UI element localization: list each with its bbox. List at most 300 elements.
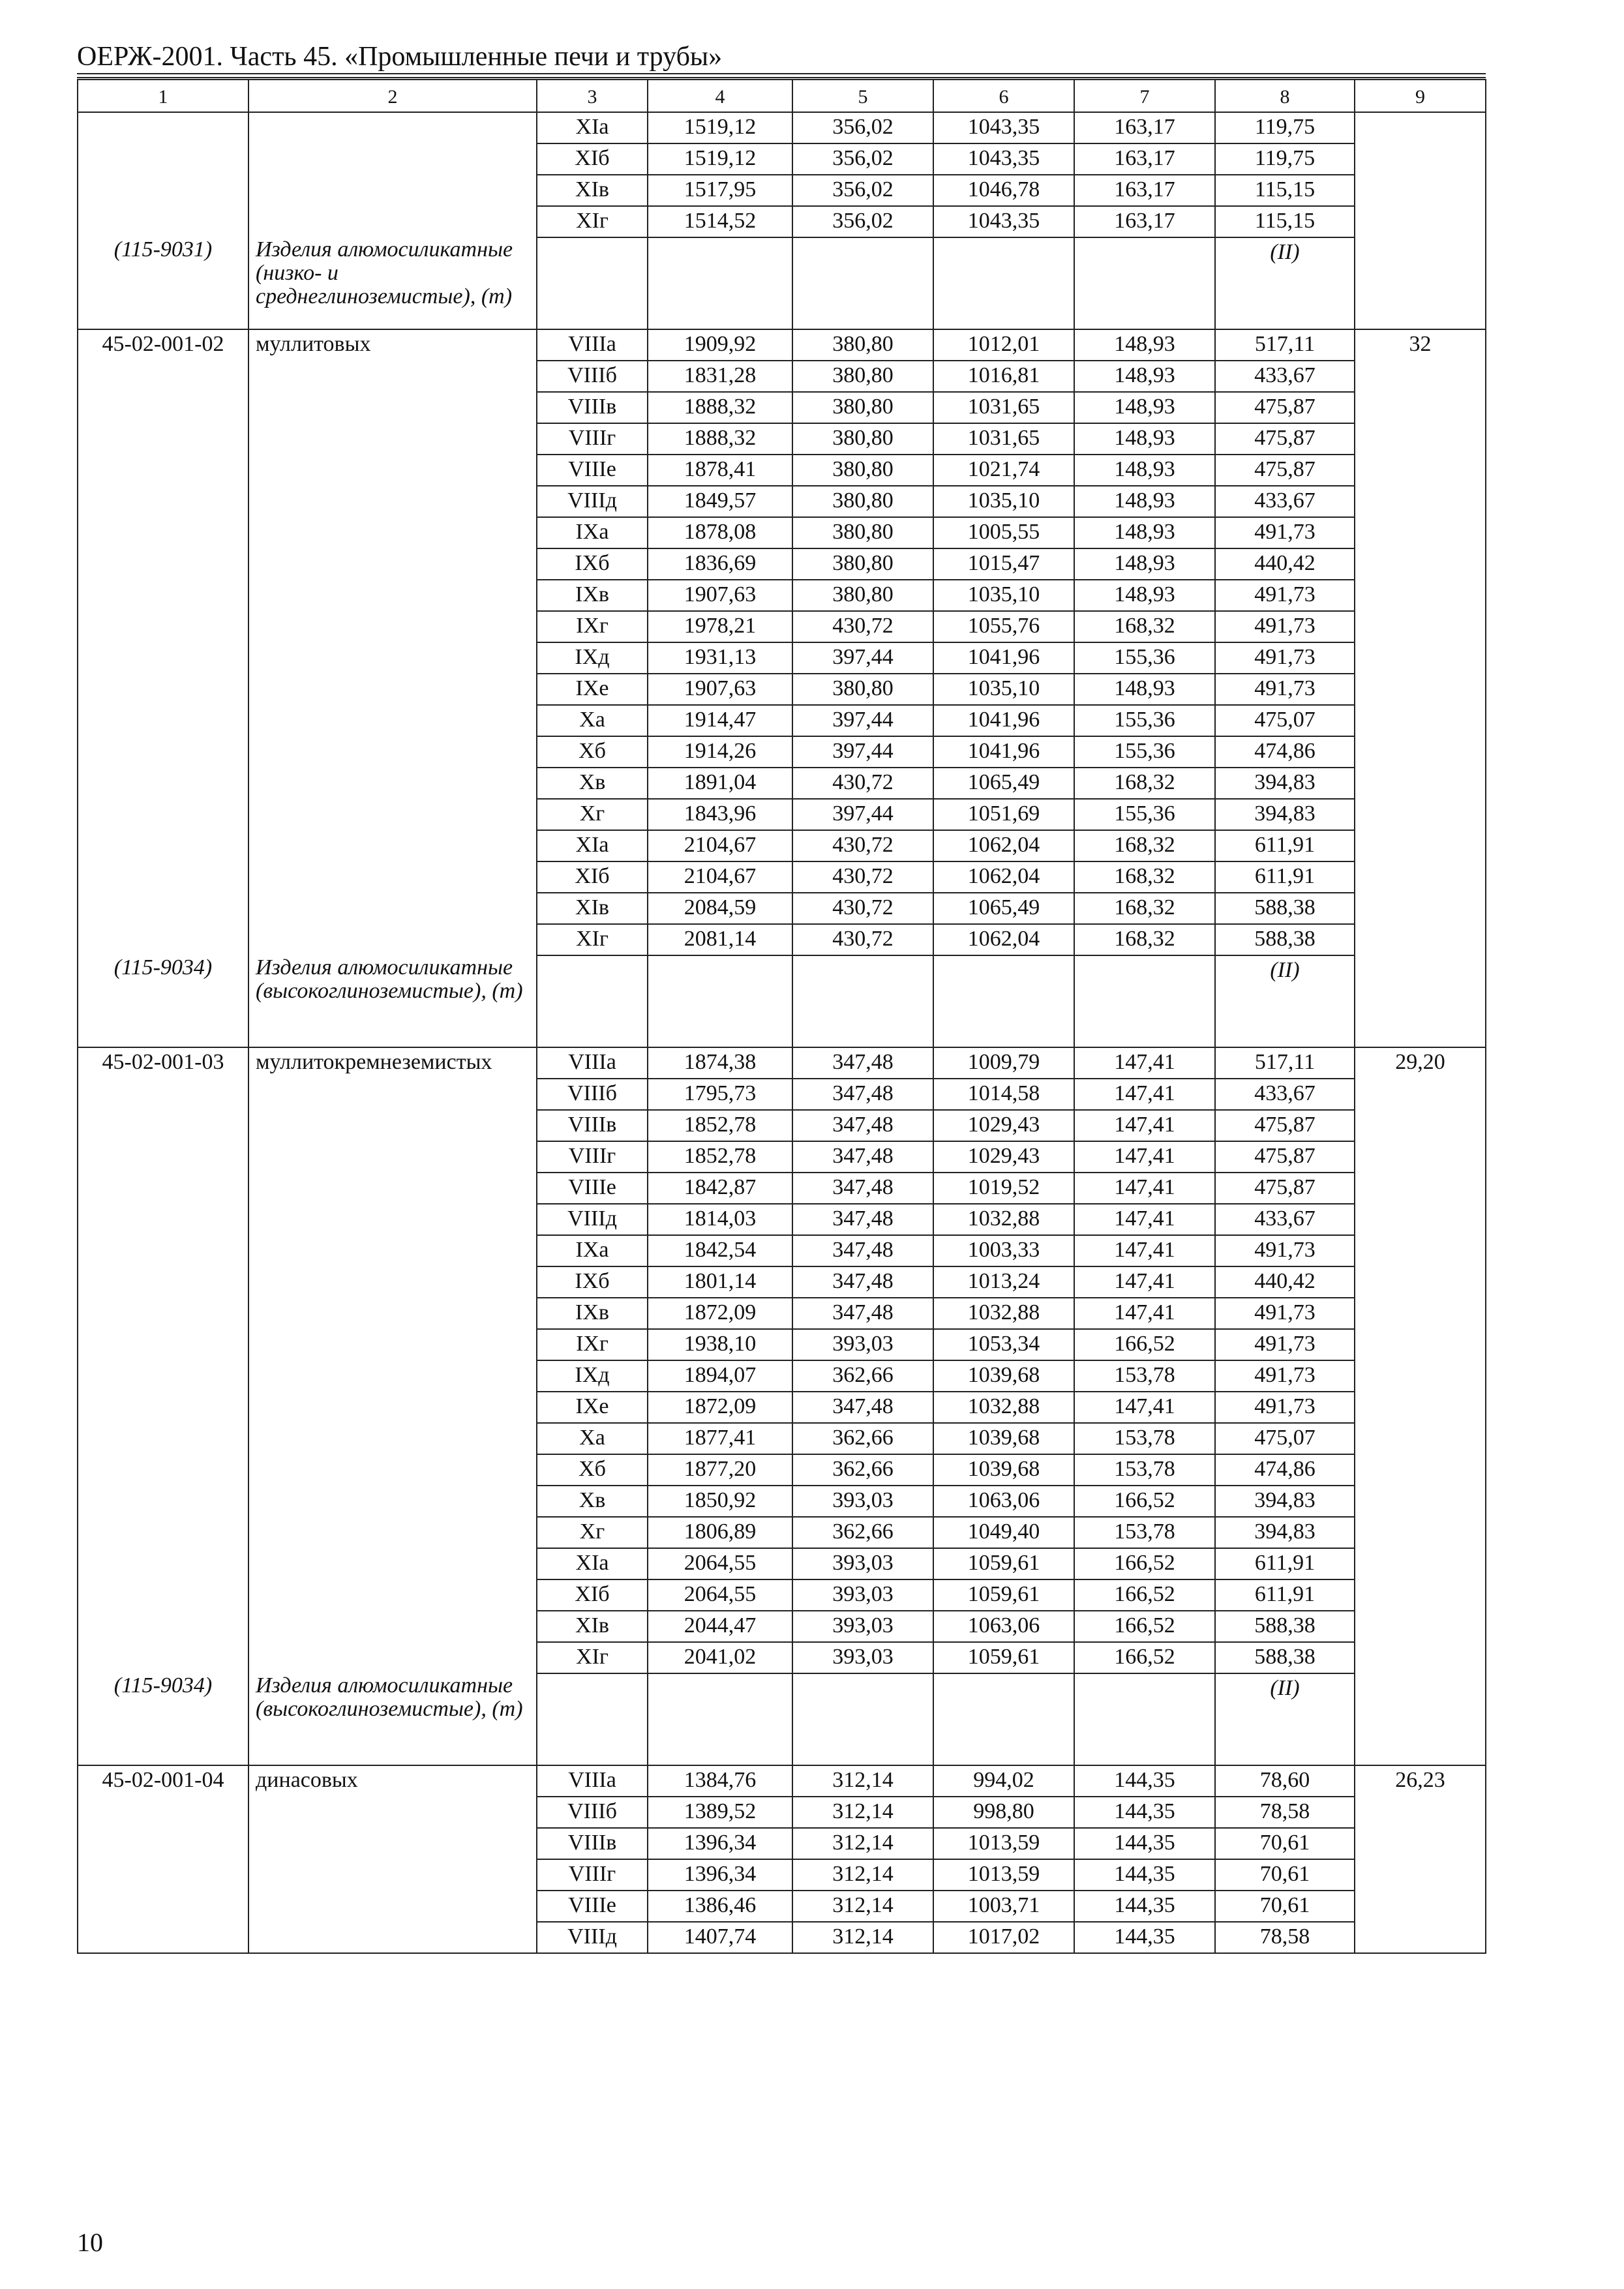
value-cell: 1386,46 [648, 1891, 792, 1922]
value-cell: 475,87 [1215, 392, 1355, 423]
value-cell: 356,02 [792, 112, 933, 143]
value-cell: 166,52 [1074, 1611, 1215, 1642]
zone-cell: XIа [537, 830, 648, 861]
value-cell: 394,83 [1215, 1517, 1355, 1548]
value-cell: 147,41 [1074, 1079, 1215, 1110]
value-cell: 312,14 [792, 1828, 933, 1859]
value-cell: 119,75 [1215, 112, 1355, 143]
zone-cell: XIв [537, 893, 648, 924]
value-cell: 1014,58 [933, 1079, 1074, 1110]
zone-cell: IXб [537, 548, 648, 580]
value-cell: 78,58 [1215, 1922, 1355, 1953]
zone-cell: IXв [537, 1298, 648, 1329]
rates-table [77, 79, 1486, 1954]
value-cell: 155,36 [1074, 799, 1215, 830]
value-cell: 1384,76 [648, 1765, 792, 1797]
value-cell: 153,78 [1074, 1360, 1215, 1392]
value-cell: 163,17 [1074, 175, 1215, 206]
value-cell: 1517,95 [648, 175, 792, 206]
value-cell: 1059,61 [933, 1642, 1074, 1673]
price-cell [1355, 112, 1486, 329]
empty-cell [1074, 237, 1215, 329]
value-cell: 155,36 [1074, 642, 1215, 674]
value-cell: 1878,41 [648, 455, 792, 486]
value-cell: 166,52 [1074, 1642, 1215, 1673]
value-cell: 433,67 [1215, 1079, 1355, 1110]
value-cell: 1017,02 [933, 1922, 1074, 1953]
value-cell: 362,66 [792, 1454, 933, 1486]
value-cell: 1013,59 [933, 1828, 1074, 1859]
zone-cell: VIIIа [537, 329, 648, 361]
value-cell: 1849,57 [648, 486, 792, 517]
value-cell: 155,36 [1074, 736, 1215, 768]
zone-cell: Xг [537, 1517, 648, 1548]
value-cell: 153,78 [1074, 1517, 1215, 1548]
value-cell: 155,36 [1074, 705, 1215, 736]
value-cell: 1907,63 [648, 674, 792, 705]
value-cell: 1852,78 [648, 1110, 792, 1141]
column-number-row [78, 80, 1486, 112]
zone-cell: VIIIд [537, 1204, 648, 1235]
value-cell: 475,87 [1215, 423, 1355, 455]
table-row [78, 112, 1486, 143]
value-cell: 430,72 [792, 768, 933, 799]
column-number: 3 [537, 80, 648, 112]
section-name: динасовых [256, 1768, 358, 1792]
tail-mark: (II) [1270, 958, 1300, 982]
value-cell: 153,78 [1074, 1423, 1215, 1454]
tail-mark: (II) [1270, 240, 1300, 264]
value-cell: 1016,81 [933, 361, 1074, 392]
zone-cell: XIг [537, 206, 648, 237]
price-cell: 29,20 [1355, 1047, 1486, 1765]
value-cell: 147,41 [1074, 1235, 1215, 1266]
value-cell: 1831,28 [648, 361, 792, 392]
value-cell: 1029,43 [933, 1110, 1074, 1141]
value-cell: 168,32 [1074, 611, 1215, 642]
value-cell: 1065,49 [933, 768, 1074, 799]
value-cell: 393,03 [792, 1579, 933, 1611]
value-cell: 380,80 [792, 361, 933, 392]
zone-cell: VIIIа [537, 1765, 648, 1797]
value-cell: 1878,08 [648, 517, 792, 548]
value-cell: 1894,07 [648, 1360, 792, 1392]
value-cell: 147,41 [1074, 1298, 1215, 1329]
value-cell: 394,83 [1215, 799, 1355, 830]
value-cell: 1063,06 [933, 1611, 1074, 1642]
value-cell: 147,41 [1074, 1141, 1215, 1173]
zone-cell: VIIIб [537, 361, 648, 392]
value-cell: 1389,52 [648, 1797, 792, 1828]
resource-name-cell [248, 329, 537, 1047]
value-cell: 393,03 [792, 1329, 933, 1360]
value-cell: 1396,34 [648, 1859, 792, 1891]
sub-resource-description: Изделия алюмосиликатные (низко- и среднеглиноземистые), (т) [256, 237, 513, 308]
value-cell: 347,48 [792, 1298, 933, 1329]
value-cell: 1891,04 [648, 768, 792, 799]
zone-cell: XIг [537, 1642, 648, 1673]
value-cell: 1032,88 [933, 1392, 1074, 1423]
sub-resource-description: Изделия алюмосиликатные (высокоглиноземистые), (т) [256, 955, 523, 1003]
value-cell: 1888,32 [648, 392, 792, 423]
value-cell: 1043,35 [933, 112, 1074, 143]
value-cell: 397,44 [792, 642, 933, 674]
zone-cell: VIIIб [537, 1797, 648, 1828]
value-cell: 1843,96 [648, 799, 792, 830]
value-cell: 1029,43 [933, 1141, 1074, 1173]
value-cell: 1039,68 [933, 1423, 1074, 1454]
zone-cell: IXг [537, 1329, 648, 1360]
value-cell: 1907,63 [648, 580, 792, 611]
value-cell: 491,73 [1215, 1360, 1355, 1392]
value-cell: 588,38 [1215, 1611, 1355, 1642]
column-number: 8 [1215, 80, 1355, 112]
value-cell: 356,02 [792, 206, 933, 237]
tail-mark-cell [1215, 955, 1355, 1047]
value-cell: 1041,96 [933, 705, 1074, 736]
resource-code-cell [78, 112, 248, 329]
tail-mark: (II) [1270, 1676, 1300, 1700]
value-cell: 144,35 [1074, 1859, 1215, 1891]
value-cell: 1872,09 [648, 1298, 792, 1329]
value-cell: 475,07 [1215, 1423, 1355, 1454]
value-cell: 2081,14 [648, 924, 792, 955]
value-cell: 168,32 [1074, 861, 1215, 893]
section-code: 45-02-001-04 [102, 1768, 224, 1792]
value-cell: 147,41 [1074, 1204, 1215, 1235]
zone-cell: XIа [537, 1548, 648, 1579]
value-cell: 347,48 [792, 1392, 933, 1423]
value-cell: 362,66 [792, 1423, 933, 1454]
resource-name-cell [248, 112, 537, 329]
value-cell: 1046,78 [933, 175, 1074, 206]
column-number: 4 [648, 80, 792, 112]
value-cell: 70,61 [1215, 1828, 1355, 1859]
section-name: муллитовых [256, 332, 371, 356]
zone-cell: IXа [537, 517, 648, 548]
value-cell: 430,72 [792, 924, 933, 955]
value-cell: 430,72 [792, 861, 933, 893]
zone-cell: VIIIг [537, 423, 648, 455]
value-cell: 474,86 [1215, 1454, 1355, 1486]
column-number: 7 [1074, 80, 1215, 112]
value-cell: 70,61 [1215, 1859, 1355, 1891]
value-cell: 1035,10 [933, 486, 1074, 517]
value-cell: 1914,47 [648, 705, 792, 736]
value-cell: 2041,02 [648, 1642, 792, 1673]
value-cell: 1003,33 [933, 1235, 1074, 1266]
value-cell: 148,93 [1074, 674, 1215, 705]
value-cell: 356,02 [792, 175, 933, 206]
value-cell: 168,32 [1074, 768, 1215, 799]
value-cell: 2084,59 [648, 893, 792, 924]
value-cell: 1005,55 [933, 517, 1074, 548]
zone-cell: VIIIг [537, 1859, 648, 1891]
value-cell: 166,52 [1074, 1579, 1215, 1611]
value-cell: 347,48 [792, 1141, 933, 1173]
value-cell: 166,52 [1074, 1329, 1215, 1360]
value-cell: 147,41 [1074, 1392, 1215, 1423]
header-rule-bottom [77, 77, 1486, 78]
empty-cell [1074, 955, 1215, 1047]
value-cell: 1842,87 [648, 1173, 792, 1204]
zone-cell: VIIIа [537, 1047, 648, 1079]
value-cell: 433,67 [1215, 486, 1355, 517]
value-cell: 517,11 [1215, 1047, 1355, 1079]
value-cell: 1035,10 [933, 674, 1074, 705]
value-cell: 1013,59 [933, 1859, 1074, 1891]
page-number: 10 [77, 2228, 103, 2257]
value-cell: 147,41 [1074, 1173, 1215, 1204]
value-cell: 380,80 [792, 423, 933, 455]
value-cell: 440,42 [1215, 1266, 1355, 1298]
value-cell: 1519,12 [648, 143, 792, 175]
value-cell: 1013,24 [933, 1266, 1074, 1298]
value-cell: 144,35 [1074, 1922, 1215, 1953]
value-cell: 163,17 [1074, 112, 1215, 143]
value-cell: 1041,96 [933, 736, 1074, 768]
value-cell: 347,48 [792, 1047, 933, 1079]
empty-cell [933, 1673, 1074, 1765]
value-cell: 1039,68 [933, 1454, 1074, 1486]
value-cell: 168,32 [1074, 924, 1215, 955]
value-cell: 1003,71 [933, 1891, 1074, 1922]
value-cell: 312,14 [792, 1797, 933, 1828]
value-cell: 347,48 [792, 1173, 933, 1204]
value-cell: 1814,03 [648, 1204, 792, 1235]
value-cell: 148,93 [1074, 423, 1215, 455]
resource-code-cell [78, 329, 248, 1047]
value-cell: 1850,92 [648, 1486, 792, 1517]
zone-cell: XIб [537, 861, 648, 893]
value-cell: 1063,06 [933, 1486, 1074, 1517]
value-cell: 588,38 [1215, 893, 1355, 924]
value-cell: 148,93 [1074, 361, 1215, 392]
value-cell: 1041,96 [933, 642, 1074, 674]
zone-cell: IXе [537, 1392, 648, 1423]
value-cell: 147,41 [1074, 1047, 1215, 1079]
value-cell: 430,72 [792, 830, 933, 861]
value-cell: 1009,79 [933, 1047, 1074, 1079]
value-cell: 475,87 [1215, 455, 1355, 486]
value-cell: 144,35 [1074, 1797, 1215, 1828]
tail-mark-cell [1215, 1673, 1355, 1765]
value-cell: 491,73 [1215, 580, 1355, 611]
value-cell: 148,93 [1074, 548, 1215, 580]
empty-cell [792, 955, 933, 1047]
value-cell: 397,44 [792, 705, 933, 736]
zone-cell: VIIIв [537, 1828, 648, 1859]
value-cell: 1872,09 [648, 1392, 792, 1423]
sub-resource-code: (115-9034) [113, 955, 213, 980]
value-cell: 397,44 [792, 736, 933, 768]
value-cell: 1914,26 [648, 736, 792, 768]
value-cell: 115,15 [1215, 175, 1355, 206]
value-cell: 347,48 [792, 1079, 933, 1110]
value-cell: 312,14 [792, 1891, 933, 1922]
value-cell: 356,02 [792, 143, 933, 175]
resource-code-cell [78, 1047, 248, 1765]
value-cell: 347,48 [792, 1266, 933, 1298]
value-cell: 148,93 [1074, 580, 1215, 611]
value-cell: 166,52 [1074, 1486, 1215, 1517]
value-cell: 397,44 [792, 799, 933, 830]
column-number: 5 [792, 80, 933, 112]
value-cell: 312,14 [792, 1859, 933, 1891]
tail-mark-cell [1215, 237, 1355, 329]
value-cell: 1795,73 [648, 1079, 792, 1110]
zone-cell: IXа [537, 1235, 648, 1266]
value-cell: 1031,65 [933, 392, 1074, 423]
value-cell: 394,83 [1215, 1486, 1355, 1517]
table-row [78, 1765, 1486, 1797]
value-cell: 168,32 [1074, 830, 1215, 861]
zone-cell: VIIIе [537, 1891, 648, 1922]
empty-cell [1074, 1673, 1215, 1765]
value-cell: 347,48 [792, 1204, 933, 1235]
table-row [78, 1047, 1486, 1079]
value-cell: 2044,47 [648, 1611, 792, 1642]
value-cell: 1514,52 [648, 206, 792, 237]
sub-resource-code: (115-9034) [113, 1673, 213, 1698]
value-cell: 1836,69 [648, 548, 792, 580]
zone-cell: VIIIв [537, 392, 648, 423]
value-cell: 433,67 [1215, 361, 1355, 392]
value-cell: 1032,88 [933, 1298, 1074, 1329]
value-cell: 380,80 [792, 517, 933, 548]
empty-cell [537, 955, 648, 1047]
value-cell: 147,41 [1074, 1266, 1215, 1298]
value-cell: 380,80 [792, 580, 933, 611]
zone-cell: IXд [537, 1360, 648, 1392]
value-cell: 474,86 [1215, 736, 1355, 768]
value-cell: 1035,10 [933, 580, 1074, 611]
value-cell: 1888,32 [648, 423, 792, 455]
value-cell: 312,14 [792, 1922, 933, 1953]
zone-cell: VIIIг [537, 1141, 648, 1173]
value-cell: 517,11 [1215, 329, 1355, 361]
zone-cell: Xв [537, 1486, 648, 1517]
zone-cell: IXд [537, 642, 648, 674]
value-cell: 347,48 [792, 1235, 933, 1266]
value-cell: 394,83 [1215, 768, 1355, 799]
empty-cell [537, 237, 648, 329]
column-number: 2 [248, 80, 537, 112]
zone-cell: Xв [537, 768, 648, 799]
value-cell: 491,73 [1215, 642, 1355, 674]
value-cell: 491,73 [1215, 1329, 1355, 1360]
value-cell: 611,91 [1215, 861, 1355, 893]
zone-cell: IXе [537, 674, 648, 705]
value-cell: 393,03 [792, 1611, 933, 1642]
value-cell: 144,35 [1074, 1891, 1215, 1922]
value-cell: 380,80 [792, 548, 933, 580]
value-cell: 312,14 [792, 1765, 933, 1797]
value-cell: 1062,04 [933, 924, 1074, 955]
value-cell: 1015,47 [933, 548, 1074, 580]
zone-cell: XIа [537, 112, 648, 143]
zone-cell: VIIIд [537, 486, 648, 517]
value-cell: 380,80 [792, 392, 933, 423]
zone-cell: Xб [537, 1454, 648, 1486]
value-cell: 1021,74 [933, 455, 1074, 486]
value-cell: 491,73 [1215, 1235, 1355, 1266]
value-cell: 433,67 [1215, 1204, 1355, 1235]
value-cell: 148,93 [1074, 517, 1215, 548]
value-cell: 1059,61 [933, 1579, 1074, 1611]
value-cell: 1978,21 [648, 611, 792, 642]
value-cell: 380,80 [792, 329, 933, 361]
value-cell: 1062,04 [933, 830, 1074, 861]
value-cell: 1065,49 [933, 893, 1074, 924]
value-cell: 347,48 [792, 1110, 933, 1141]
value-cell: 1852,78 [648, 1141, 792, 1173]
value-cell: 994,02 [933, 1765, 1074, 1797]
value-cell: 1012,01 [933, 329, 1074, 361]
value-cell: 393,03 [792, 1548, 933, 1579]
value-cell: 1049,40 [933, 1517, 1074, 1548]
value-cell: 1053,34 [933, 1329, 1074, 1360]
zone-cell: Xа [537, 1423, 648, 1454]
value-cell: 475,07 [1215, 705, 1355, 736]
value-cell: 1874,38 [648, 1047, 792, 1079]
value-cell: 1059,61 [933, 1548, 1074, 1579]
empty-cell [792, 237, 933, 329]
section-name: муллитокремнеземистых [256, 1050, 492, 1074]
empty-cell [648, 1673, 792, 1765]
value-cell: 115,15 [1215, 206, 1355, 237]
section-code: 45-02-001-03 [102, 1050, 224, 1074]
value-cell: 362,66 [792, 1517, 933, 1548]
empty-cell [933, 237, 1074, 329]
zone-cell: IXг [537, 611, 648, 642]
value-cell: 1407,74 [648, 1922, 792, 1953]
value-cell: 2064,55 [648, 1579, 792, 1611]
empty-cell [537, 1673, 648, 1765]
value-cell: 166,52 [1074, 1548, 1215, 1579]
zone-cell: XIв [537, 1611, 648, 1642]
value-cell: 1051,69 [933, 799, 1074, 830]
zone-cell: XIв [537, 175, 648, 206]
value-cell: 393,03 [792, 1642, 933, 1673]
zone-cell: VIIIд [537, 1922, 648, 1953]
sub-resource-description: Изделия алюмосиликатные (высокоглиноземистые), (т) [256, 1673, 523, 1721]
zone-cell: VIIIе [537, 455, 648, 486]
value-cell: 1039,68 [933, 1360, 1074, 1392]
empty-cell [792, 1673, 933, 1765]
value-cell: 1519,12 [648, 112, 792, 143]
value-cell: 380,80 [792, 455, 933, 486]
column-number: 6 [933, 80, 1074, 112]
zone-cell: VIIIб [537, 1079, 648, 1110]
value-cell: 491,73 [1215, 1392, 1355, 1423]
value-cell: 611,91 [1215, 1579, 1355, 1611]
table-row [78, 329, 1486, 361]
value-cell: 1031,65 [933, 423, 1074, 455]
value-cell: 168,32 [1074, 893, 1215, 924]
value-cell: 1877,20 [648, 1454, 792, 1486]
resource-code-cell [78, 1765, 248, 1953]
value-cell: 1043,35 [933, 143, 1074, 175]
value-cell: 1043,35 [933, 206, 1074, 237]
value-cell: 611,91 [1215, 830, 1355, 861]
value-cell: 144,35 [1074, 1828, 1215, 1859]
zone-cell: Xб [537, 736, 648, 768]
value-cell: 393,03 [792, 1486, 933, 1517]
value-cell: 1842,54 [648, 1235, 792, 1266]
value-cell: 1877,41 [648, 1423, 792, 1454]
sub-resource-code: (115-9031) [113, 237, 213, 262]
